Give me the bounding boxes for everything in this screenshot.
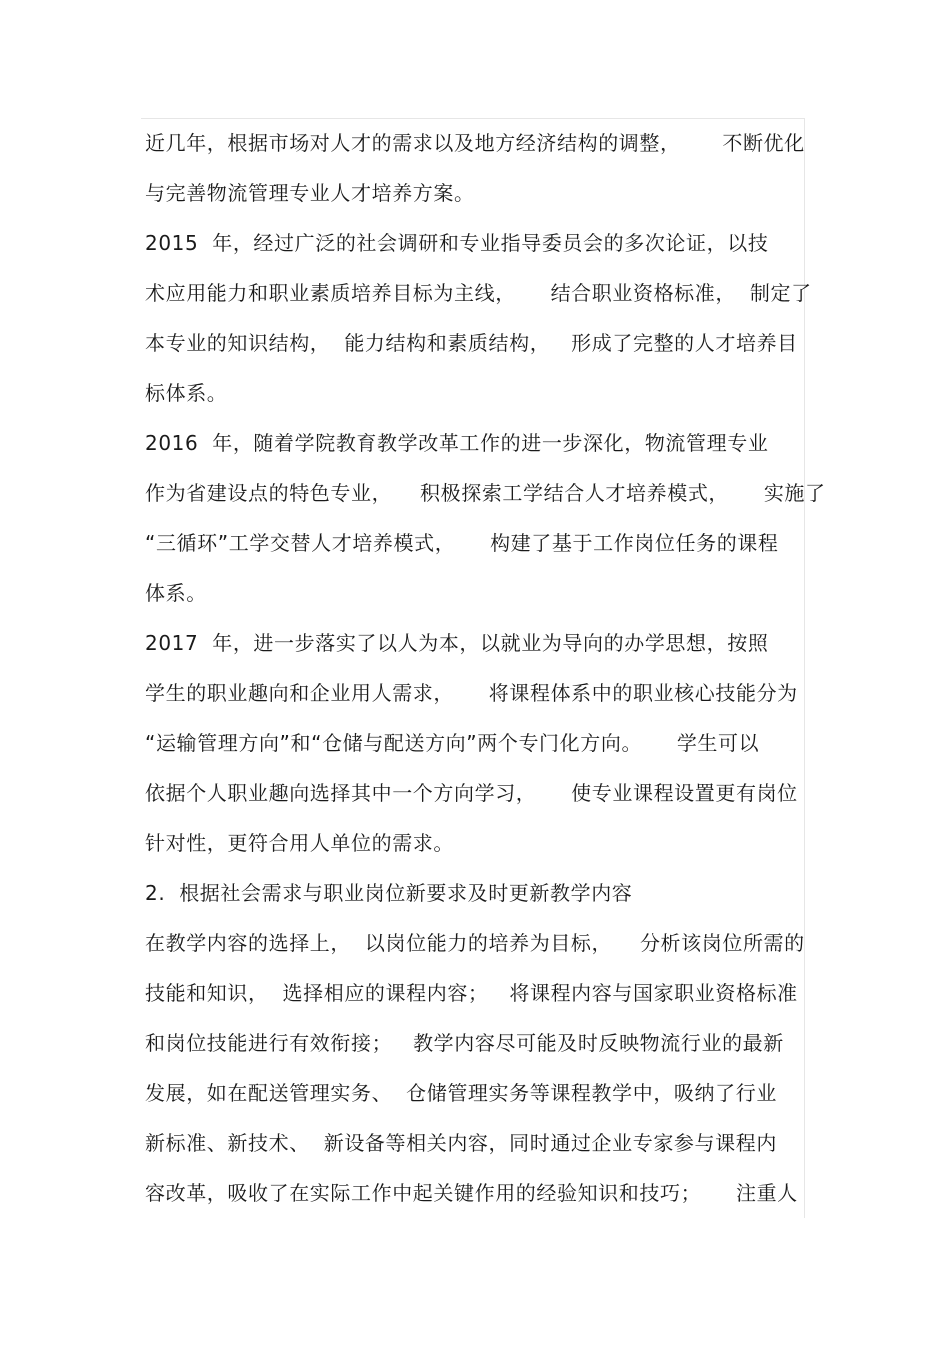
section-heading: 2. 根据社会需求与职业岗位新要求及时更新教学内容 bbox=[145, 881, 633, 905]
text-line: 体系。 bbox=[145, 581, 207, 605]
text-line: 标体系。 bbox=[145, 381, 228, 405]
document-body bbox=[145, 118, 826, 1218]
text-line: 新标准、新技术、 新设备等相关内容，同时通过企业专家参与课程内 bbox=[145, 1131, 777, 1155]
text-line: 发展，如在配送管理实务、 仓储管理实务等课程教学中，吸纳了行业 bbox=[145, 1081, 777, 1105]
text-line: 2015 年，经过广泛的社会调研和专业指导委员会的多次论证，以技 bbox=[145, 231, 769, 255]
text-line: 在教学内容的选择上， 以岗位能力的培养为目标， 分析该岗位所需的 bbox=[145, 931, 805, 955]
text-line: 学生的职业趣向和企业用人需求， 将课程体系中的职业核心技能分为 bbox=[145, 681, 798, 705]
text-line: 近几年，根据市场对人才的需求以及地方经济结构的调整， 不断优化 bbox=[145, 131, 805, 155]
text-line: 2017 年，进一步落实了以人为本，以就业为导向的办学思想，按照 bbox=[145, 631, 769, 655]
text-line: 2016 年，随着学院教育教学改革工作的进一步深化，物流管理专业 bbox=[145, 431, 769, 455]
text-line: “运输管理方向”和“仓储与配送方向”两个专门化方向。 学生可以 bbox=[145, 731, 760, 755]
text-line: 作为省建设点的特色专业， 积极探索工学结合人才培养模式， 实施了 bbox=[145, 481, 826, 505]
text-line: 与完善物流管理专业人才培养方案。 bbox=[145, 181, 475, 205]
text-line: 技能和知识， 选择相应的课程内容； 将课程内容与国家职业资格标准 bbox=[145, 981, 798, 1005]
text-line: 本专业的知识结构， 能力结构和素质结构， 形成了完整的人才培养目 bbox=[145, 331, 798, 355]
text-line: 术应用能力和职业素质培养目标为主线， 结合职业资格标准， 制定了 bbox=[145, 281, 812, 305]
text-line: 依据个人职业趣向选择其中一个方向学习， 使专业课程设置更有岗位 bbox=[145, 781, 798, 805]
text-line: 针对性，更符合用人单位的需求。 bbox=[145, 831, 454, 855]
text-line: 容改革，吸收了在实际工作中起关键作用的经验知识和技巧； 注重人 bbox=[145, 1181, 798, 1205]
text-line: 和岗位技能进行有效衔接； 教学内容尽可能及时反映物流行业的最新 bbox=[145, 1031, 784, 1055]
text-line: “三循环”工学交替人才培养模式， 构建了基于工作岗位任务的课程 bbox=[145, 531, 779, 555]
